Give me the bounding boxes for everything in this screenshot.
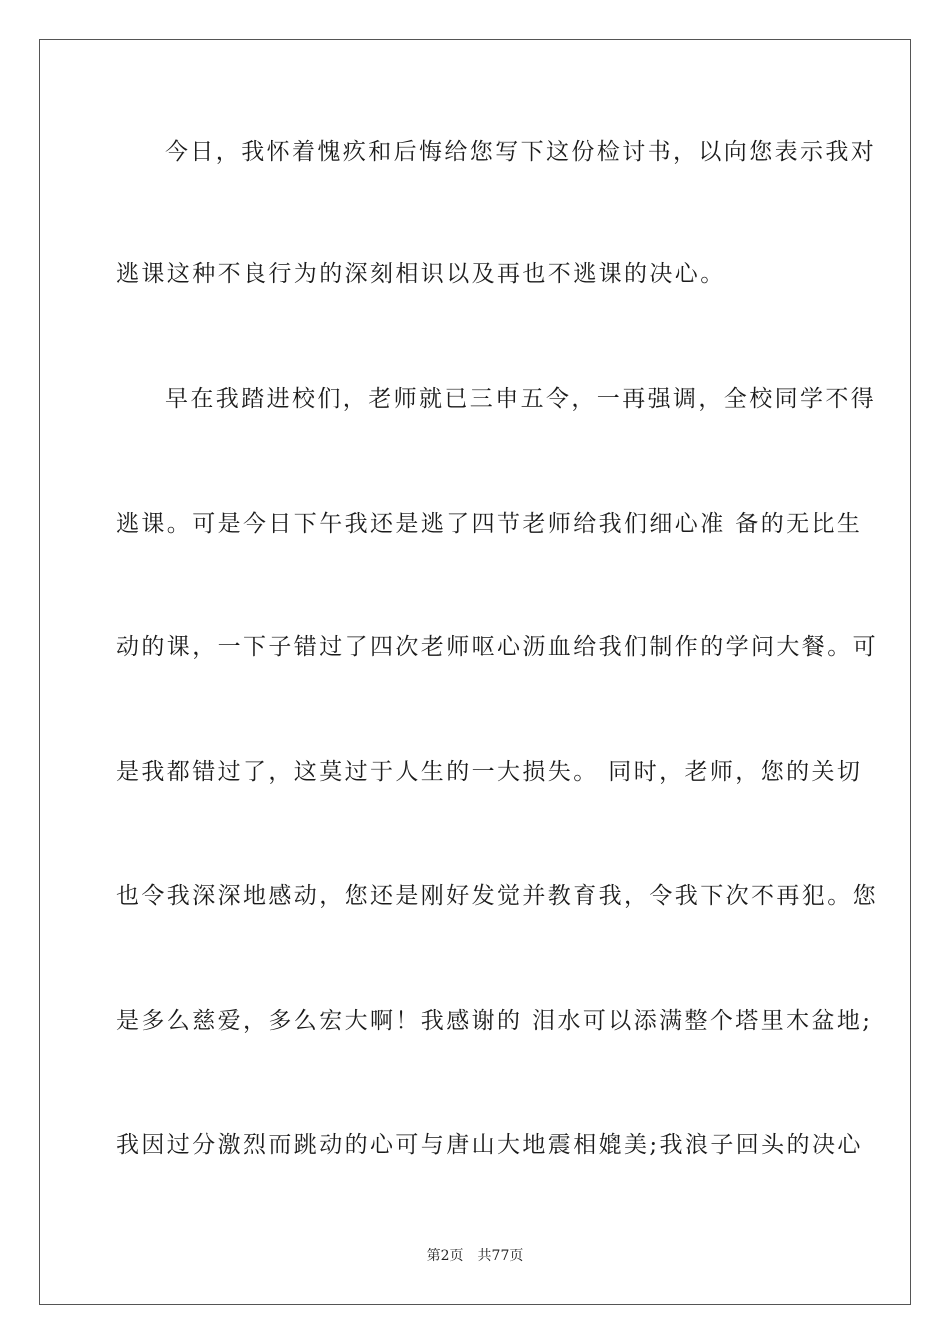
page-number: 第2页	[426, 1248, 464, 1264]
paragraph-1-line-2: 逃课这种不良行为的深刻相识以及再也不逃课的决心。	[116, 261, 726, 287]
paragraph-2-line-3: 动的课，一下子错过了四次老师呕心沥血给我们制作的学问大餐。可	[116, 634, 878, 660]
page-total: 共77页	[477, 1248, 524, 1264]
paragraph-2-line-2: 逃课。可是今日下午我还是逃了四节老师给我们细心准 备的无比生	[116, 511, 863, 537]
paragraph-2-line-7: 我因过分激烈而跳动的心可与唐山大地震相媲美;我浪子回头的决心	[116, 1132, 863, 1158]
paragraph-2-line-1: 早在我踏进校们，老师就已三申五令，一再强调，全校同学不得	[165, 386, 877, 412]
paragraph-2-line-5: 也令我深深地感动，您还是刚好发觉并教育我，令我下次不再犯。您	[116, 883, 878, 909]
paragraph-2-line-6: 是多么慈爱，多么宏大啊！我感谢的 泪水可以添满整个塔里木盆地;	[116, 1008, 873, 1034]
paragraph-1-line-1: 今日，我怀着愧疚和后悔给您写下这份检讨书，以向您表示我对	[165, 139, 877, 165]
page-footer	[0, 1247, 950, 1265]
page-border	[39, 39, 911, 1305]
paragraph-2-line-4: 是我都错过了，这莫过于人生的一大损失。 同时，老师，您的关切	[116, 759, 863, 785]
